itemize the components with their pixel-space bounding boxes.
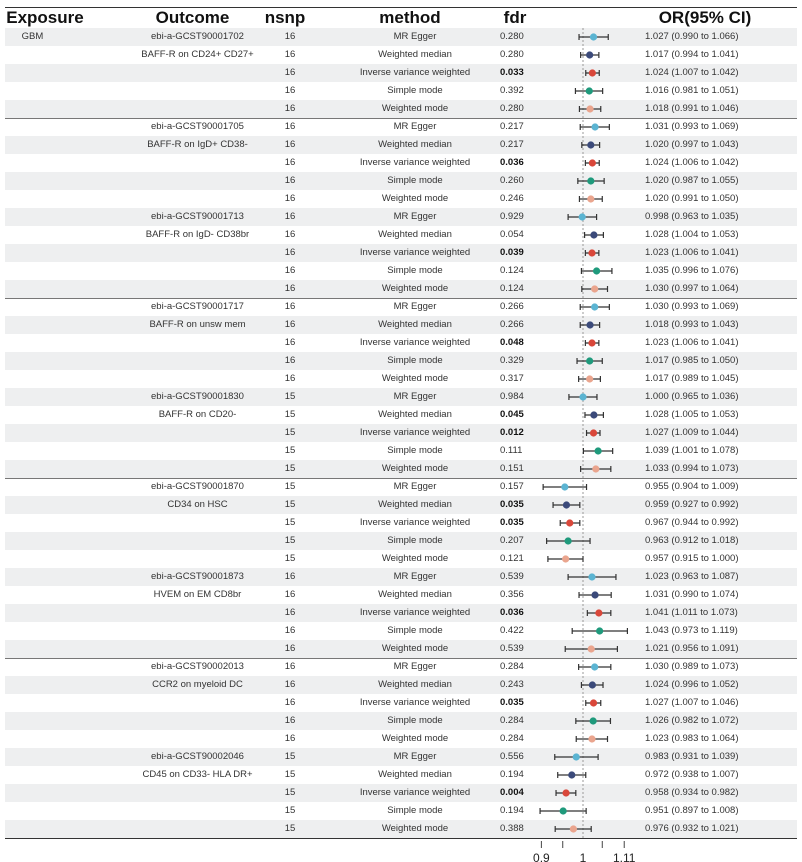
or-ci-cell: 1.027 (1.007 to 1.046) — [645, 697, 739, 708]
point-estimate — [591, 663, 598, 670]
point-estimate — [570, 825, 577, 832]
header-or-ci: OR(95% CI) — [658, 8, 752, 27]
outcome-trait-cell: CD45 on CD33- HLA DR+ — [142, 769, 253, 780]
nsnp-cell: 16 — [284, 193, 296, 204]
method-cell: Simple mode — [387, 265, 443, 276]
method-cell: Inverse variance weighted — [359, 427, 471, 438]
header-outcome: Outcome — [155, 8, 230, 27]
point-estimate — [568, 771, 575, 778]
fdr-cell: 0.929 — [500, 211, 524, 222]
or-ci-cell: 1.018 (0.993 to 1.043) — [645, 319, 739, 330]
or-ci-cell: 1.021 (0.956 to 1.091) — [645, 643, 739, 654]
or-ci-cell: 1.017 (0.985 to 1.050) — [645, 355, 739, 366]
or-ci-cell: 1.023 (1.006 to 1.041) — [645, 247, 739, 258]
outcome-trait-cell: CCR2 on myeloid DC — [152, 679, 243, 690]
fdr-cell: 0.317 — [500, 373, 524, 384]
nsnp-cell: 16 — [284, 157, 296, 168]
fdr-cell: 0.035 — [500, 697, 524, 708]
nsnp-cell: 15 — [284, 409, 296, 420]
or-ci-cell: 1.031 (0.993 to 1.069) — [645, 121, 739, 132]
or-ci-cell: 1.030 (0.997 to 1.064) — [645, 283, 739, 294]
point-estimate — [573, 753, 580, 760]
point-estimate — [586, 321, 593, 328]
or-ci-cell: 1.024 (1.006 to 1.042) — [645, 157, 739, 168]
outcome-trait-cell: CD34 on HSC — [167, 499, 228, 510]
or-ci-cell: 1.024 (1.007 to 1.042) — [645, 67, 739, 78]
or-ci-cell: 1.017 (0.994 to 1.041) — [645, 49, 739, 60]
fdr-cell: 0.207 — [500, 535, 524, 546]
x-axis-tick-label: 1 — [579, 851, 587, 862]
method-cell: Weighted mode — [381, 463, 449, 474]
point-estimate — [560, 807, 567, 814]
fdr-cell: 0.004 — [500, 787, 524, 798]
method-cell: Weighted median — [378, 499, 452, 510]
fdr-cell: 0.556 — [500, 751, 524, 762]
or-ci-cell: 0.963 (0.912 to 1.018) — [645, 535, 739, 546]
point-estimate — [587, 195, 594, 202]
or-ci-cell: 1.023 (1.006 to 1.041) — [645, 337, 739, 348]
outcome-id-cell: ebi-a-GCST90001870 — [151, 481, 244, 492]
or-ci-cell: 0.957 (0.915 to 1.000) — [645, 553, 739, 564]
fdr-cell: 0.194 — [500, 805, 524, 816]
or-ci-cell: 0.958 (0.934 to 0.982) — [645, 787, 739, 798]
nsnp-cell: 16 — [284, 373, 296, 384]
method-cell: Weighted median — [378, 679, 452, 690]
fdr-cell: 0.329 — [500, 355, 524, 366]
outcome-trait-cell: BAFF-R on CD20- — [158, 409, 237, 420]
or-ci-cell: 1.016 (0.981 to 1.051) — [645, 85, 739, 96]
method-cell: Weighted median — [378, 769, 452, 780]
point-estimate — [587, 177, 594, 184]
point-estimate — [591, 123, 598, 130]
point-estimate — [589, 69, 596, 76]
fdr-cell: 0.422 — [500, 625, 524, 636]
method-cell: Inverse variance weighted — [359, 697, 471, 708]
fdr-cell: 0.124 — [500, 265, 524, 276]
point-estimate — [590, 231, 597, 238]
outcome-id-cell: ebi-a-GCST90001713 — [151, 211, 244, 222]
method-cell: Inverse variance weighted — [359, 157, 471, 168]
fdr-cell: 0.246 — [500, 193, 524, 204]
x-axis-tick-label: 1.11 — [612, 851, 636, 862]
point-estimate — [588, 339, 595, 346]
fdr-cell: 0.266 — [500, 301, 524, 312]
or-ci-cell: 0.976 (0.932 to 1.021) — [645, 823, 739, 834]
point-estimate — [588, 249, 595, 256]
point-estimate — [586, 105, 593, 112]
fdr-cell: 0.111 — [500, 445, 523, 456]
point-estimate — [590, 33, 597, 40]
or-ci-cell: 0.959 (0.927 to 0.992) — [645, 499, 739, 510]
fdr-cell: 0.012 — [500, 427, 524, 438]
x-axis-tick-label: 0.9 — [533, 851, 550, 862]
or-ci-cell: 1.017 (0.989 to 1.045) — [645, 373, 739, 384]
fdr-cell: 0.260 — [500, 175, 524, 186]
outcome-trait-cell: HVEM on EM CD8br — [153, 589, 242, 600]
point-estimate — [562, 789, 569, 796]
point-estimate — [591, 303, 598, 310]
nsnp-cell: 16 — [284, 661, 296, 672]
method-cell: Weighted mode — [381, 733, 449, 744]
nsnp-cell: 15 — [284, 445, 296, 456]
point-estimate — [587, 141, 594, 148]
nsnp-cell: 16 — [284, 31, 296, 42]
method-cell: Weighted mode — [381, 823, 449, 834]
nsnp-cell: 15 — [284, 427, 296, 438]
point-estimate — [589, 681, 596, 688]
outcome-trait-cell: BAFF-R on CD24+ CD27+ — [141, 49, 254, 60]
point-estimate — [566, 519, 573, 526]
method-cell: Weighted mode — [381, 193, 449, 204]
nsnp-cell: 15 — [284, 553, 296, 564]
nsnp-cell: 16 — [284, 589, 296, 600]
fdr-cell: 0.151 — [500, 463, 524, 474]
point-estimate — [563, 501, 570, 508]
or-ci-cell: 0.967 (0.944 to 0.992) — [645, 517, 739, 528]
header-exposure: Exposure — [6, 8, 84, 27]
method-cell: Inverse variance weighted — [359, 337, 471, 348]
method-cell: Simple mode — [387, 625, 443, 636]
fdr-cell: 0.280 — [500, 49, 524, 60]
point-estimate — [596, 627, 603, 634]
method-cell: Weighted mode — [381, 643, 449, 654]
method-cell: Simple mode — [387, 535, 443, 546]
method-cell: MR Egger — [393, 391, 437, 402]
nsnp-cell: 16 — [284, 49, 296, 60]
nsnp-cell: 16 — [284, 319, 296, 330]
fdr-cell: 0.217 — [500, 139, 524, 150]
nsnp-cell: 15 — [284, 787, 296, 798]
point-estimate — [588, 735, 595, 742]
method-cell: Simple mode — [387, 715, 443, 726]
or-ci-cell: 1.018 (0.991 to 1.046) — [645, 103, 739, 114]
method-cell: Weighted mode — [381, 373, 449, 384]
method-cell: MR Egger — [393, 751, 437, 762]
header-fdr: fdr — [503, 8, 527, 27]
nsnp-cell: 15 — [284, 535, 296, 546]
outcome-id-cell: ebi-a-GCST90001705 — [151, 121, 244, 132]
fdr-cell: 0.054 — [500, 229, 524, 240]
nsnp-cell: 16 — [284, 679, 296, 690]
method-cell: Weighted median — [378, 229, 452, 240]
point-estimate — [588, 573, 595, 580]
method-cell: MR Egger — [393, 661, 437, 672]
fdr-cell: 0.284 — [500, 715, 524, 726]
or-ci-cell: 1.024 (0.996 to 1.052) — [645, 679, 739, 690]
method-cell: Inverse variance weighted — [359, 67, 471, 78]
or-ci-cell: 1.039 (1.001 to 1.078) — [645, 445, 739, 456]
or-ci-cell: 1.030 (0.989 to 1.073) — [645, 661, 739, 672]
point-estimate — [590, 699, 597, 706]
fdr-cell: 0.194 — [500, 769, 524, 780]
nsnp-cell: 15 — [284, 751, 296, 762]
method-cell: Simple mode — [387, 355, 443, 366]
method-cell: Weighted median — [378, 319, 452, 330]
nsnp-cell: 16 — [284, 103, 296, 114]
nsnp-cell: 16 — [284, 643, 296, 654]
point-estimate — [579, 213, 586, 220]
nsnp-cell: 15 — [284, 463, 296, 474]
method-cell: Weighted median — [378, 139, 452, 150]
nsnp-cell: 16 — [284, 247, 296, 258]
method-cell: Weighted mode — [381, 103, 449, 114]
method-cell: MR Egger — [393, 571, 437, 582]
nsnp-cell: 16 — [284, 355, 296, 366]
fdr-cell: 0.217 — [500, 121, 524, 132]
or-ci-cell: 0.998 (0.963 to 1.035) — [645, 211, 739, 222]
fdr-cell: 0.033 — [500, 67, 524, 78]
or-ci-cell: 1.028 (1.005 to 1.053) — [645, 409, 739, 420]
outcome-trait-cell: BAFF-R on unsw mem — [149, 319, 246, 330]
nsnp-cell: 15 — [284, 769, 296, 780]
or-ci-cell: 1.027 (1.009 to 1.044) — [645, 427, 739, 438]
method-cell: Weighted median — [378, 49, 452, 60]
point-estimate — [593, 267, 600, 274]
fdr-cell: 0.539 — [500, 643, 524, 654]
method-cell: Simple mode — [387, 85, 443, 96]
method-cell: Weighted mode — [381, 553, 449, 564]
or-ci-cell: 0.951 (0.897 to 1.008) — [645, 805, 739, 816]
nsnp-cell: 16 — [284, 229, 296, 240]
outcome-id-cell: ebi-a-GCST90001830 — [151, 391, 244, 402]
exposure-cell: GBM — [21, 31, 44, 42]
or-ci-cell: 1.020 (0.991 to 1.050) — [645, 193, 739, 204]
fdr-cell: 0.280 — [500, 31, 524, 42]
fdr-cell: 0.356 — [500, 589, 524, 600]
nsnp-cell: 15 — [284, 391, 296, 402]
point-estimate — [561, 483, 568, 490]
or-ci-cell: 1.020 (0.987 to 1.055) — [645, 175, 739, 186]
method-cell: Weighted median — [378, 589, 452, 600]
point-estimate — [588, 645, 595, 652]
or-ci-cell: 1.026 (0.982 to 1.072) — [645, 715, 739, 726]
fdr-cell: 0.284 — [500, 733, 524, 744]
fdr-cell: 0.284 — [500, 661, 524, 672]
nsnp-cell: 16 — [284, 607, 296, 618]
or-ci-cell: 1.028 (1.004 to 1.053) — [645, 229, 739, 240]
or-ci-cell: 1.043 (0.973 to 1.119) — [645, 625, 738, 636]
point-estimate — [592, 465, 599, 472]
fdr-cell: 0.036 — [500, 607, 524, 618]
nsnp-cell: 16 — [284, 67, 296, 78]
point-estimate — [590, 429, 597, 436]
nsnp-cell: 16 — [284, 571, 296, 582]
fdr-cell: 0.035 — [500, 499, 524, 510]
or-ci-cell: 1.031 (0.990 to 1.074) — [645, 589, 739, 600]
outcome-id-cell: ebi-a-GCST90002013 — [151, 661, 244, 672]
nsnp-cell: 16 — [284, 283, 296, 294]
method-cell: Inverse variance weighted — [359, 517, 471, 528]
point-estimate — [586, 375, 593, 382]
nsnp-cell: 15 — [284, 805, 296, 816]
point-estimate — [586, 357, 593, 364]
method-cell: MR Egger — [393, 301, 437, 312]
nsnp-cell: 16 — [284, 301, 296, 312]
point-estimate — [590, 717, 597, 724]
method-cell: Inverse variance weighted — [359, 607, 471, 618]
or-ci-cell: 1.030 (0.993 to 1.069) — [645, 301, 739, 312]
nsnp-cell: 16 — [284, 139, 296, 150]
method-cell: Inverse variance weighted — [359, 787, 471, 798]
nsnp-cell: 15 — [284, 823, 296, 834]
point-estimate — [586, 51, 593, 58]
fdr-cell: 0.048 — [500, 337, 524, 348]
or-ci-cell: 0.955 (0.904 to 1.009) — [645, 481, 739, 492]
outcome-id-cell: ebi-a-GCST90001717 — [151, 301, 244, 312]
nsnp-cell: 16 — [284, 625, 296, 636]
fdr-cell: 0.243 — [500, 679, 524, 690]
fdr-cell: 0.388 — [500, 823, 524, 834]
point-estimate — [562, 555, 569, 562]
point-estimate — [595, 609, 602, 616]
nsnp-cell: 16 — [284, 85, 296, 96]
fdr-cell: 0.157 — [500, 481, 524, 492]
or-ci-cell: 1.000 (0.965 to 1.036) — [645, 391, 739, 402]
method-cell: Simple mode — [387, 175, 443, 186]
fdr-cell: 0.984 — [500, 391, 524, 402]
nsnp-cell: 16 — [284, 733, 296, 744]
nsnp-cell: 16 — [284, 211, 296, 222]
method-cell: MR Egger — [393, 211, 437, 222]
point-estimate — [595, 447, 602, 454]
or-ci-cell: 1.020 (0.997 to 1.043) — [645, 139, 739, 150]
nsnp-cell: 16 — [284, 337, 296, 348]
fdr-cell: 0.035 — [500, 517, 524, 528]
nsnp-cell: 16 — [284, 175, 296, 186]
nsnp-cell: 16 — [284, 121, 296, 132]
nsnp-cell: 15 — [284, 481, 296, 492]
method-cell: MR Egger — [393, 481, 437, 492]
method-cell: Inverse variance weighted — [359, 247, 471, 258]
outcome-id-cell: ebi-a-GCST90001873 — [151, 571, 244, 582]
point-estimate — [565, 537, 572, 544]
outcome-trait-cell: BAFF-R on IgD- CD38br — [145, 229, 250, 240]
or-ci-cell: 1.041 (1.011 to 1.073) — [645, 607, 738, 618]
method-cell: Weighted median — [378, 409, 452, 420]
fdr-cell: 0.036 — [500, 157, 524, 168]
fdr-cell: 0.045 — [500, 409, 524, 420]
point-estimate — [589, 159, 596, 166]
fdr-cell: 0.124 — [500, 283, 524, 294]
method-cell: MR Egger — [393, 121, 437, 132]
fdr-cell: 0.121 — [500, 553, 524, 564]
outcome-id-cell: ebi-a-GCST90002046 — [151, 751, 244, 762]
point-estimate — [591, 591, 598, 598]
nsnp-cell: 16 — [284, 715, 296, 726]
outcome-id-cell: ebi-a-GCST90001702 — [151, 31, 244, 42]
header-nsnp: nsnp — [264, 8, 306, 27]
header-method: method — [379, 8, 441, 27]
fdr-cell: 0.280 — [500, 103, 524, 114]
method-cell: MR Egger — [393, 31, 437, 42]
or-ci-cell: 1.023 (0.983 to 1.064) — [645, 733, 739, 744]
point-estimate — [579, 393, 586, 400]
nsnp-cell: 15 — [284, 499, 296, 510]
nsnp-cell: 16 — [284, 265, 296, 276]
nsnp-cell: 15 — [284, 517, 296, 528]
or-ci-cell: 1.023 (0.963 to 1.087) — [645, 571, 739, 582]
nsnp-cell: 16 — [284, 697, 296, 708]
or-ci-cell: 1.035 (0.996 to 1.076) — [645, 265, 739, 276]
fdr-cell: 0.266 — [500, 319, 524, 330]
outcome-trait-cell: BAFF-R on IgD+ CD38- — [147, 139, 248, 150]
point-estimate — [586, 87, 593, 94]
point-estimate — [590, 411, 597, 418]
fdr-cell: 0.392 — [500, 85, 524, 96]
fdr-cell: 0.039 — [500, 247, 524, 258]
fdr-cell: 0.539 — [500, 571, 524, 582]
method-cell: Simple mode — [387, 805, 443, 816]
or-ci-cell: 1.033 (0.994 to 1.073) — [645, 463, 739, 474]
or-ci-cell: 1.027 (0.990 to 1.066) — [645, 31, 739, 42]
point-estimate — [591, 285, 598, 292]
method-cell: Weighted mode — [381, 283, 449, 294]
or-ci-cell: 0.983 (0.931 to 1.039) — [645, 751, 739, 762]
or-ci-cell: 0.972 (0.938 to 1.007) — [645, 769, 739, 780]
method-cell: Simple mode — [387, 445, 443, 456]
